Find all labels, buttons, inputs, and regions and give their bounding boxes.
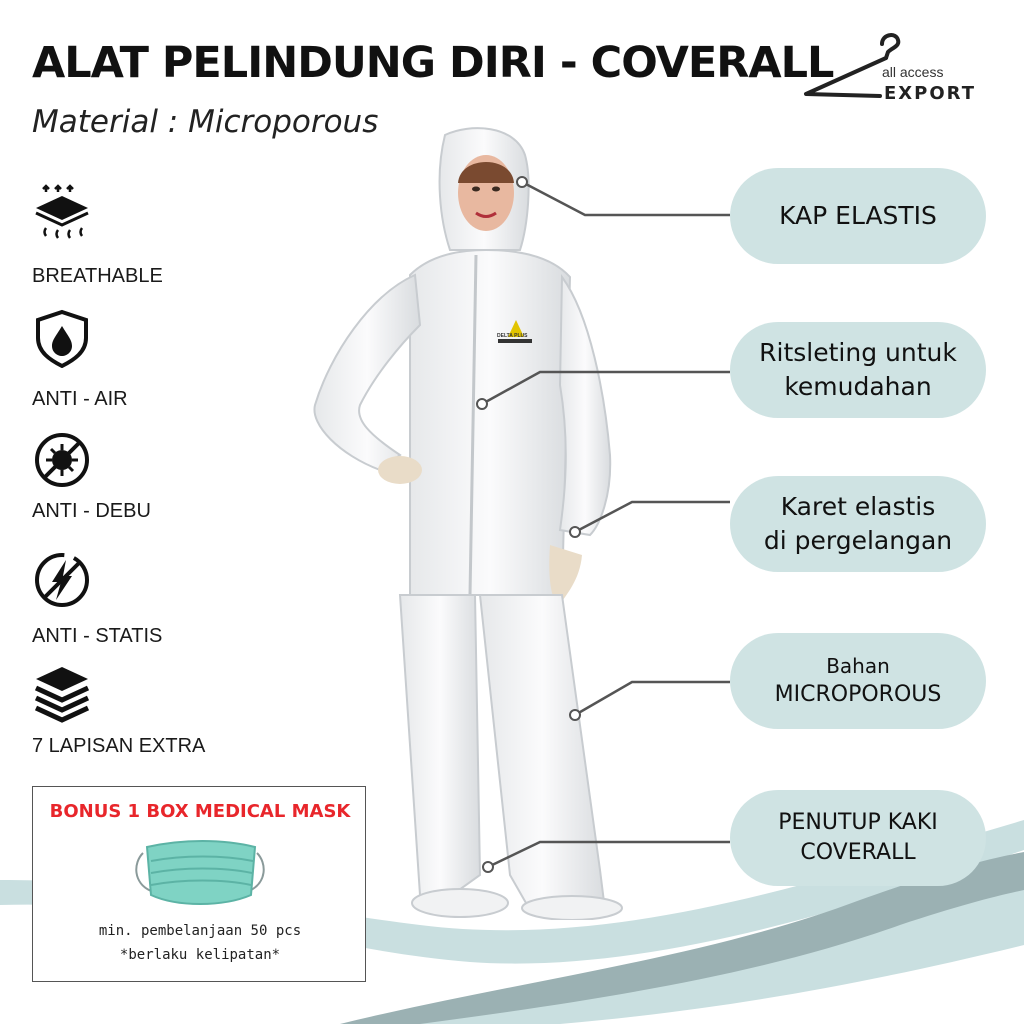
- bonus-box: [32, 786, 366, 982]
- feature-label-anti-statis: ANTI - STATIS: [32, 625, 163, 647]
- bonus-title: BONUS 1 BOX MEDICAL MASK: [49, 801, 351, 822]
- feature-label-anti-debu: ANTI - DEBU: [32, 500, 151, 522]
- page-subtitle: Material : Microporous: [32, 104, 379, 140]
- logo-small-text: all access: [882, 64, 944, 80]
- feature-label-breathable: BREATHABLE: [32, 265, 163, 287]
- bonus-condition: min. pembelanjaan 50 pcs: [98, 923, 302, 939]
- callout-penutup-kaki: [730, 790, 986, 886]
- page-title: ALAT PELINDUNG DIRI - COVERALL: [32, 38, 834, 88]
- callout-text: KAP ELASTIS: [779, 201, 937, 231]
- callout-text: kemudahan: [784, 372, 932, 401]
- callout-bahan-microporous: [730, 633, 986, 729]
- feature-label-anti-air: ANTI - AIR: [32, 388, 128, 410]
- callout-text: PENUTUP KAKI: [778, 810, 938, 836]
- bonus-condition-note: *berlaku kelipatan*: [119, 947, 281, 963]
- callout-text: di pergelangan: [763, 526, 953, 555]
- callout-text: Ritsleting untuk: [759, 338, 957, 368]
- callout-kap-elastis: [730, 168, 986, 264]
- logo-brand-text: EXPORT: [884, 83, 976, 104]
- callout-karet-elastis: [730, 476, 986, 572]
- medical-mask-icon: [133, 833, 267, 911]
- callout-text: MICROPOROUS: [774, 681, 942, 707]
- callout-ritsleting: [730, 322, 986, 418]
- callout-text: COVERALL: [800, 840, 916, 865]
- feature-label-lapisan: 7 LAPISAN EXTRA: [32, 735, 206, 757]
- callout-text: Bahan: [826, 653, 890, 678]
- product-brand-text: DELTA PLUS: [497, 333, 528, 339]
- callout-text: Karet elastis: [780, 492, 936, 522]
